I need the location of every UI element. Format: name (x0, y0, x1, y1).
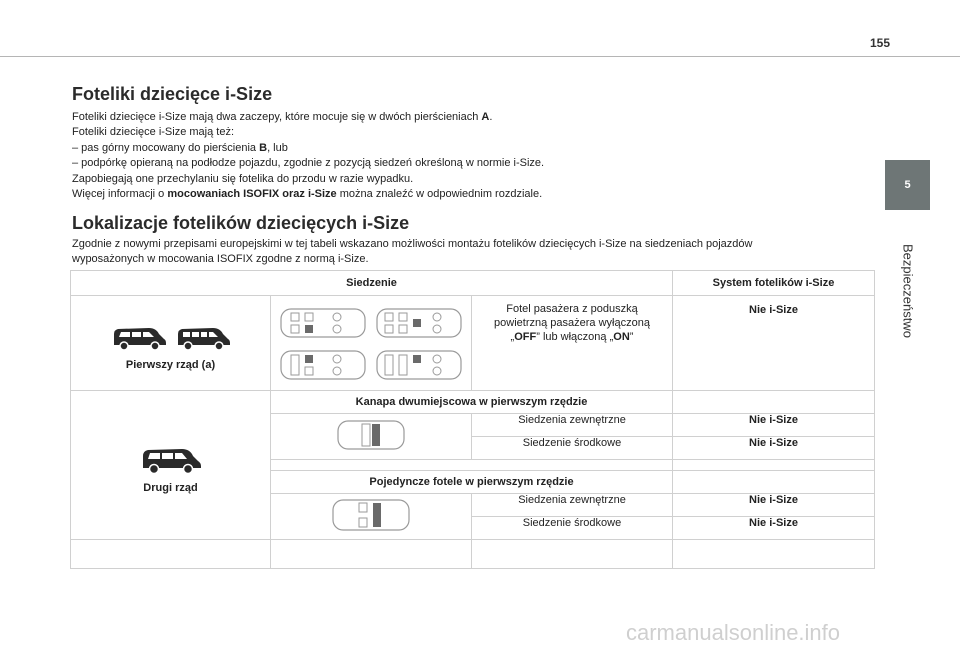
row1-value: Nie i-Size (749, 304, 798, 316)
intro-paragraph: Zapobiegają one przechylaniu się fotelika do przodu w razie wypadku. (72, 172, 414, 185)
bench-header-empty (673, 391, 875, 414)
van-icon (175, 325, 231, 351)
page-number: 155 (869, 36, 891, 50)
header-system: System fotelików i-Size (673, 271, 875, 296)
chapter-title: Bezpieczeństwo (900, 244, 916, 338)
single-seat-plan-cell (271, 494, 472, 540)
seat-plan-diagram (336, 418, 406, 452)
section-title-isize: Foteliki dziecięce i-Size (72, 84, 273, 104)
seat-plan-diagram (375, 306, 463, 340)
intro-paragraph: Foteliki dziecięce i-Size mają dwa zaczepy, które mocuje się w dwóch pierścieniach A. (72, 111, 493, 123)
table-filler (673, 540, 875, 569)
seat-plan-diagram (279, 348, 367, 382)
chapter-tab[interactable]: 5 (885, 160, 930, 210)
row1-vehicle-cell (71, 296, 271, 391)
bench-seat-plan-cell (271, 414, 472, 460)
intro-paragraph: Więcej informacji o mocowaniach ISOFIX oraz i-Size można znaleźć w odpowiednim rozdziale. (72, 188, 543, 201)
header-seat: Siedzenie (71, 271, 673, 296)
van-icon (111, 325, 167, 351)
row2-vehicle-cell (71, 391, 271, 540)
single-center-value: Nie i-Size (673, 517, 875, 540)
bench-outer-label: Siedzenia zewnętrzne (472, 414, 673, 437)
intro-paragraph: Foteliki dziecięce i-Size mają też: (72, 126, 235, 139)
seat-plan-diagram (331, 497, 411, 533)
locations-paragraph: wyposażonych w mocowania ISOFIX zgodne z normą i-Size. (72, 253, 369, 266)
locations-text (72, 237, 872, 268)
watermark: carmanualsonline.info (626, 620, 841, 645)
bench-center-value: Nie i-Size (673, 437, 875, 460)
seat-plan-diagram (279, 306, 367, 340)
intro-text (72, 110, 872, 202)
locations-paragraph: Zgodnie z nowymi przepisami europejskimi w tej tabeli wskazano możliwości montażu fotelików dziecięcych i-Size na siedzeniach pojazdów (72, 238, 753, 250)
row1-seat-plans (271, 296, 472, 391)
table-filler (472, 540, 673, 569)
top-rule (0, 56, 960, 57)
single-header-empty (673, 471, 875, 494)
intro-paragraph: – podpórkę opieraną na podłodze pojazdu, zgodnie z pozycją siedzeń określoną w normie i-Size. (72, 157, 545, 170)
row1-description-cell (472, 296, 673, 391)
single-header: Pojedyncze fotele w pierwszym rzędzie (271, 471, 673, 494)
isize-seat-table (70, 270, 875, 569)
row1-label: Pierwszy rząd (a) (125, 359, 216, 371)
intro-paragraph: – pas górny mocowany do pierścienia B, lub (72, 141, 288, 154)
table-filler (71, 540, 271, 569)
bench-header: Kanapa dwumiejscowa w pierwszym rzędzie (271, 391, 673, 414)
bench-spacer-empty (673, 460, 875, 471)
single-outer-label: Siedzenia zewnętrzne (472, 494, 673, 517)
bench-outer-value: Nie i-Size (673, 414, 875, 437)
table-filler (271, 540, 472, 569)
bench-spacer (271, 460, 673, 471)
row2-label: Drugi rząd (143, 482, 198, 494)
van-icon (140, 446, 202, 474)
single-outer-value: Nie i-Size (673, 494, 875, 517)
row1-description: Fotel pasażera z poduszką powietrzną pasażera wyłączoną „OFF” lub włączoną „ON” (494, 303, 650, 343)
single-center-label: Siedzenie środkowe (472, 517, 673, 540)
bench-center-label: Siedzenie środkowe (472, 437, 673, 460)
section-title-locations: Lokalizacje fotelików dziecięcych i-Size (72, 213, 410, 233)
row1-value-cell (673, 296, 875, 391)
seat-plan-diagram (375, 348, 463, 382)
